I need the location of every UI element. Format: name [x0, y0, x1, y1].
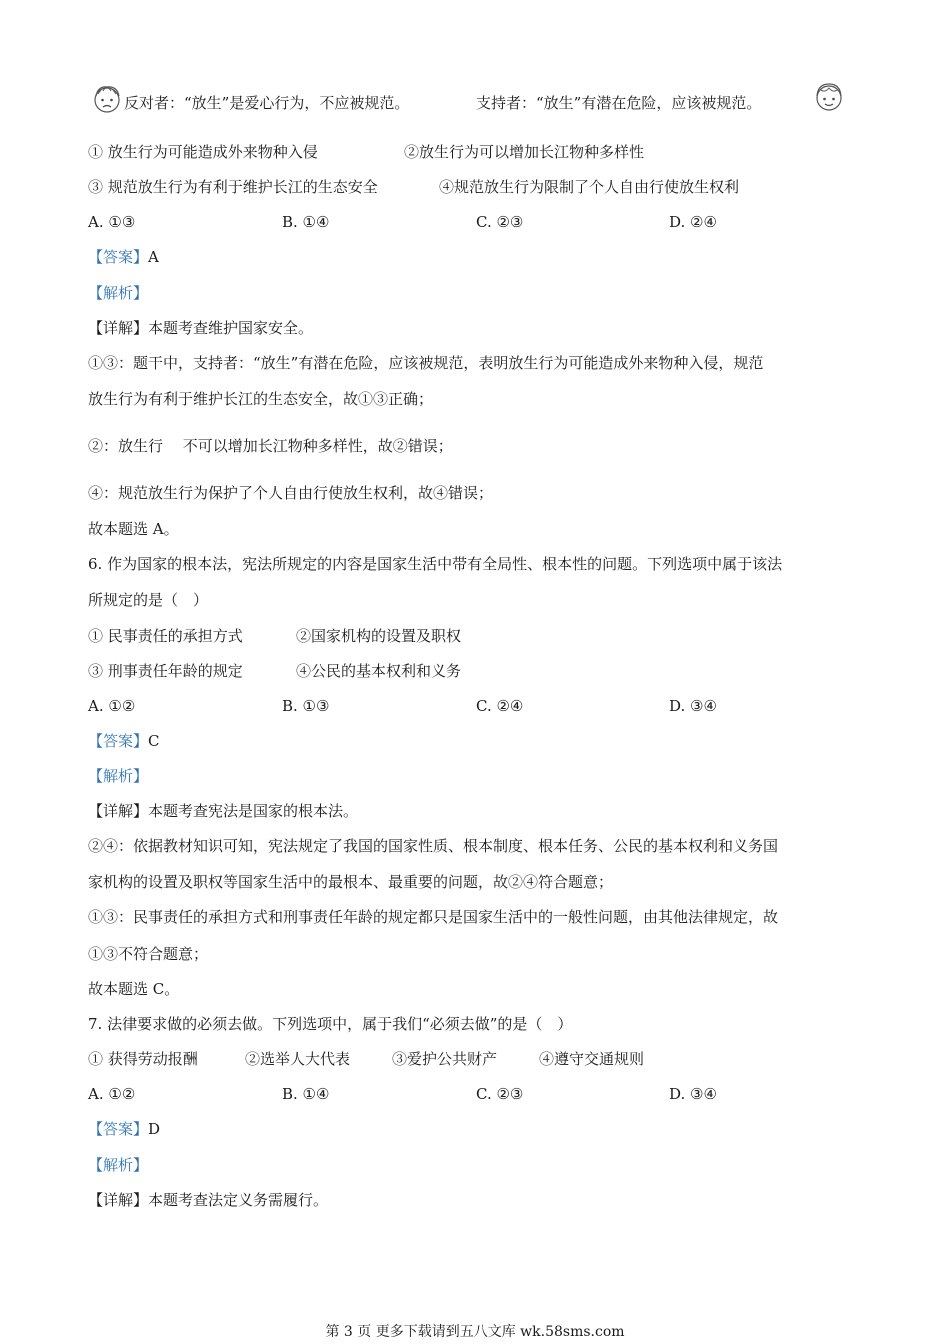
q7-option-1: ① 获得劳动报酬	[88, 1050, 198, 1068]
answer-label: 【答案】	[88, 732, 149, 750]
q5-explanation-2: ②：放生行 不可以增加长江物种多样性，故②错误；	[88, 437, 453, 455]
opponent-face-icon	[90, 82, 124, 116]
q5-option-4: ④规范放生行为限制了个人自由行使放生权利	[439, 178, 740, 196]
q6-explanation-1-line-1: ②④：依据教材知识可知，宪法规定了我国的国家性质、根本制度、根本任务、公民的基本权利和义务国	[88, 837, 779, 855]
q7-choice-a: A. ①②	[88, 1085, 136, 1103]
q5-option-3: ③ 规范放生行为有利于维护长江的生态安全	[88, 178, 378, 196]
supporter-face-icon	[812, 80, 846, 114]
q6-option-4: ④公民的基本权利和义务	[296, 662, 462, 680]
q7-option-4: ④遵守交通规则	[539, 1050, 645, 1068]
q6-choice-a: A. ①②	[88, 697, 136, 715]
q5-choice-b: B. ①④	[282, 213, 330, 231]
q6-option-2: ②国家机构的设置及职权	[296, 627, 462, 645]
q6-analysis-label: 【解析】	[88, 767, 149, 785]
page-footer: 第 3 页 更多下载请到五八文库 wk.58sms.com	[325, 1324, 625, 1340]
q5-explanation-1-line-1: ①③：题干中，支持者：“放生”有潜在危险，应该被规范，表明放生行为可能造成外来物种入侵，规范	[88, 354, 764, 372]
q5-answer	[88, 247, 159, 267]
debate-supporter: 支持者：“放生”有潜在危险，应该被规范。	[476, 94, 762, 112]
q6-conclusion: 故本题选 C。	[88, 980, 180, 998]
q6-stem-line-1: 6. 作为国家的根本法，宪法所规定的内容是国家生活中带有全局性、根本性的问题。下列选项中属于该法	[88, 555, 783, 573]
q5-explanation-1-line-2: 放生行为有利于维护长江的生态安全，故①③正确；	[88, 390, 434, 408]
q7-choice-b: B. ①④	[282, 1085, 330, 1103]
q5-analysis-label: 【解析】	[88, 284, 149, 302]
q7-detail: 【详解】本题考查法定义务需履行。	[88, 1191, 329, 1209]
answer-value: C	[148, 732, 160, 750]
q6-stem-line-2: 所规定的是（ ）	[88, 591, 209, 609]
q6-explanation-2-line-2: ①③不符合题意；	[88, 945, 209, 963]
q6-detail: 【详解】本题考查宪法是国家的根本法。	[88, 802, 359, 820]
q6-option-1: ① 民事责任的承担方式	[88, 627, 243, 645]
answer-value: D	[148, 1120, 161, 1138]
q6-choice-c: C. ②④	[476, 697, 524, 715]
q7-option-3: ③爱护公共财产	[392, 1050, 498, 1068]
q6-choice-b: B. ①③	[282, 697, 330, 715]
q5-conclusion: 故本题选 A。	[88, 520, 179, 538]
answer-value: A	[148, 248, 159, 266]
q7-choice-d: D. ③④	[669, 1085, 717, 1103]
debate-opponent: 反对者：“放生”是爱心行为，不应被规范。	[124, 94, 410, 112]
q7-choice-c: C. ②③	[476, 1085, 524, 1103]
answer-label: 【答案】	[88, 248, 149, 266]
answer-label: 【答案】	[88, 1120, 149, 1138]
q7-analysis-label: 【解析】	[88, 1156, 149, 1174]
q6-explanation-2-line-1: ①③：民事责任的承担方式和刑事责任年龄的规定都只是国家生活中的一般性问题，由其他法律规定，故	[88, 908, 779, 926]
q5-detail: 【详解】本题考查维护国家安全。	[88, 319, 314, 337]
q5-option-1: ① 放生行为可能造成外来物种入侵	[88, 143, 318, 161]
q5-choice-d: D. ②④	[669, 213, 717, 231]
q5-choice-a: A. ①③	[88, 213, 136, 231]
q7-option-2: ②选举人大代表	[245, 1050, 351, 1068]
q5-option-2: ②放生行为可以增加长江物种多样性	[404, 143, 645, 161]
q6-answer	[88, 731, 160, 751]
q7-stem: 7. 法律要求做的必须去做。下列选项中，属于我们“必须去做”的是（ ）	[88, 1015, 573, 1033]
q6-choice-d: D. ③④	[669, 697, 717, 715]
q7-answer	[88, 1119, 160, 1139]
q6-explanation-1-line-2: 家机构的设置及职权等国家生活中的最根本、最重要的问题，故②④符合题意；	[88, 873, 614, 891]
q5-choice-c: C. ②③	[476, 213, 524, 231]
q5-explanation-3: ④：规范放生行为保护了个人自由行使放生权利，故④错误；	[88, 484, 494, 502]
q6-option-3: ③ 刑事责任年龄的规定	[88, 662, 243, 680]
